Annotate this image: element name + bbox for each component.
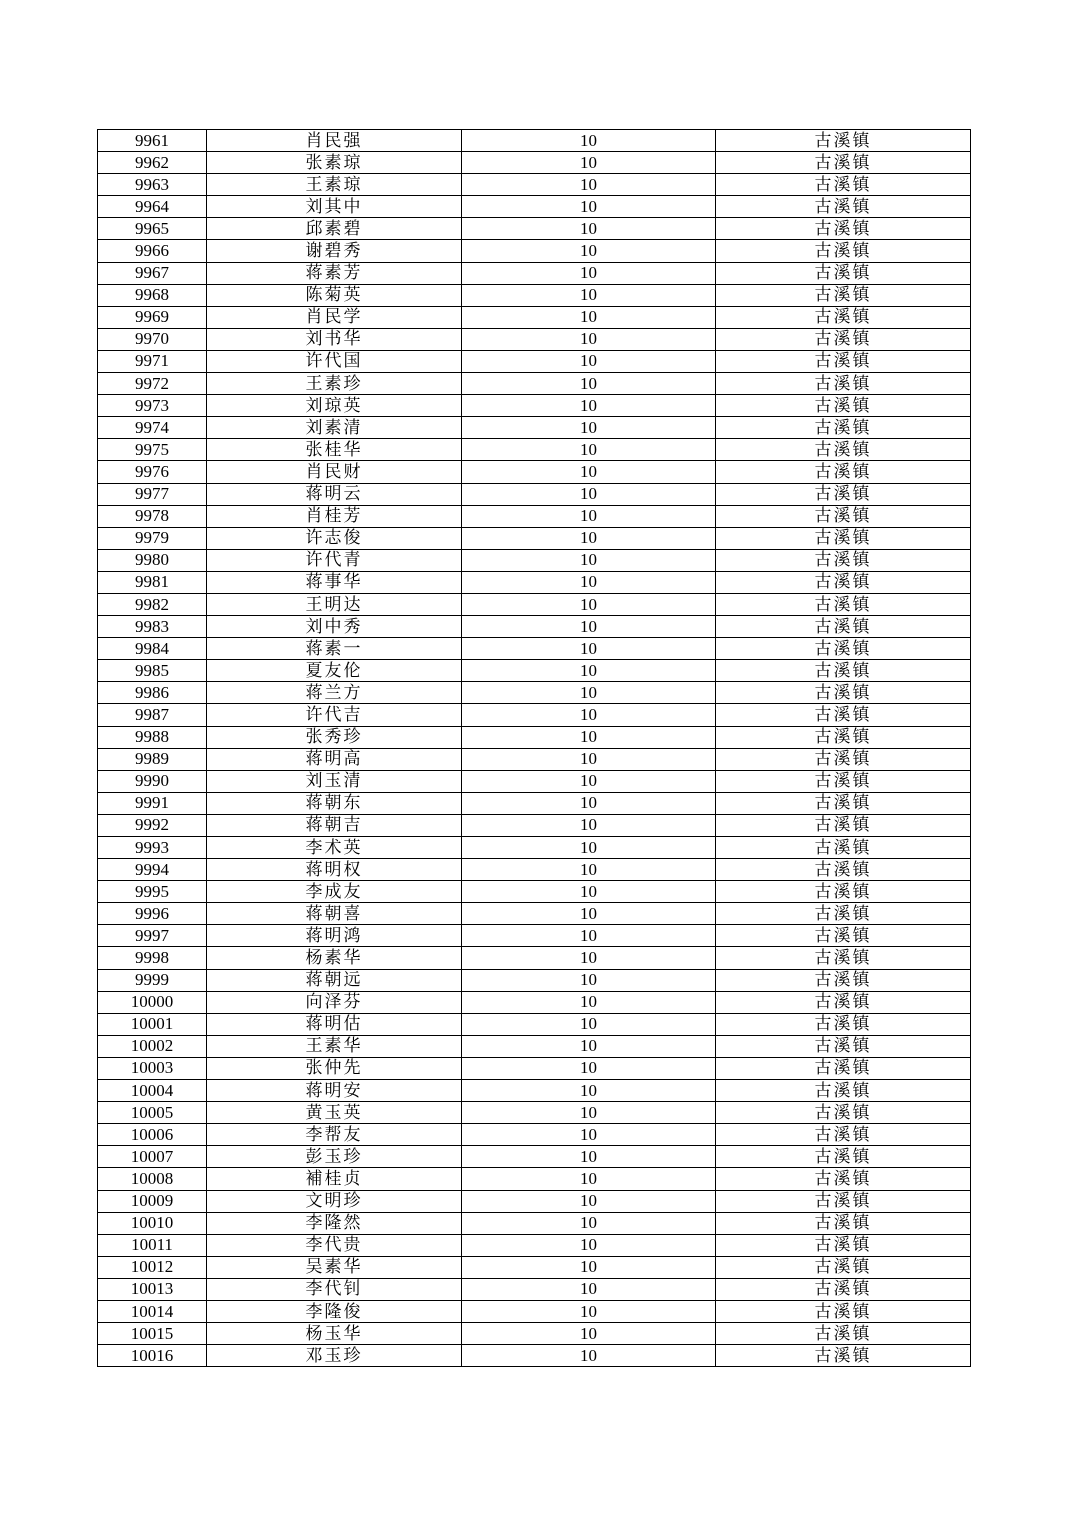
table-row bbox=[98, 726, 971, 748]
town-cell: 古溪镇 bbox=[716, 284, 971, 306]
town-cell: 古溪镇 bbox=[716, 350, 971, 372]
name-cell: 蒋朝喜 bbox=[207, 903, 462, 925]
amount-cell: 10 bbox=[462, 1168, 716, 1190]
name-cell: 刘其中 bbox=[207, 196, 462, 218]
amount-cell: 10 bbox=[462, 792, 716, 814]
amount-cell: 10 bbox=[462, 748, 716, 770]
amount-cell: 10 bbox=[462, 1256, 716, 1278]
table-row bbox=[98, 859, 971, 881]
name-cell: 黄玉英 bbox=[207, 1102, 462, 1124]
town-cell: 古溪镇 bbox=[716, 903, 971, 925]
row-number-cell: 9988 bbox=[98, 726, 207, 748]
table-row bbox=[98, 483, 971, 505]
name-cell: 肖桂芳 bbox=[207, 505, 462, 527]
amount-cell: 10 bbox=[462, 174, 716, 196]
name-cell: 许代吉 bbox=[207, 704, 462, 726]
amount-cell: 10 bbox=[462, 969, 716, 991]
town-cell: 古溪镇 bbox=[716, 704, 971, 726]
table-row bbox=[98, 461, 971, 483]
name-cell: 肖民学 bbox=[207, 306, 462, 328]
table-row bbox=[98, 837, 971, 859]
table-row bbox=[98, 130, 971, 152]
table-row bbox=[98, 328, 971, 350]
table-row bbox=[98, 1300, 971, 1322]
name-cell: 蒋朝远 bbox=[207, 969, 462, 991]
town-cell: 古溪镇 bbox=[716, 196, 971, 218]
amount-cell: 10 bbox=[462, 1234, 716, 1256]
town-cell: 古溪镇 bbox=[716, 174, 971, 196]
row-number-cell: 9984 bbox=[98, 638, 207, 660]
name-cell: 李隆然 bbox=[207, 1212, 462, 1234]
amount-cell: 10 bbox=[462, 1278, 716, 1300]
table-row bbox=[98, 1057, 971, 1079]
row-number-cell: 9998 bbox=[98, 947, 207, 969]
table-row bbox=[98, 748, 971, 770]
table-row bbox=[98, 638, 971, 660]
town-cell: 古溪镇 bbox=[716, 417, 971, 439]
row-number-cell: 9995 bbox=[98, 881, 207, 903]
table-row bbox=[98, 1323, 971, 1345]
amount-cell: 10 bbox=[462, 1212, 716, 1234]
town-cell: 古溪镇 bbox=[716, 991, 971, 1013]
name-cell: 张秀珍 bbox=[207, 726, 462, 748]
table-row bbox=[98, 1035, 971, 1057]
town-cell: 古溪镇 bbox=[716, 1234, 971, 1256]
table-row bbox=[98, 1345, 971, 1367]
town-cell: 古溪镇 bbox=[716, 328, 971, 350]
name-cell: 李隆俊 bbox=[207, 1300, 462, 1322]
amount-cell: 10 bbox=[462, 395, 716, 417]
table-row bbox=[98, 196, 971, 218]
name-cell: 张素琼 bbox=[207, 152, 462, 174]
amount-cell: 10 bbox=[462, 616, 716, 638]
town-cell: 古溪镇 bbox=[716, 571, 971, 593]
amount-cell: 10 bbox=[462, 571, 716, 593]
name-cell: 蒋明云 bbox=[207, 483, 462, 505]
amount-cell: 10 bbox=[462, 306, 716, 328]
row-number-cell: 9993 bbox=[98, 837, 207, 859]
row-number-cell: 10003 bbox=[98, 1057, 207, 1079]
town-cell: 古溪镇 bbox=[716, 461, 971, 483]
row-number-cell: 9991 bbox=[98, 792, 207, 814]
row-number-cell: 9982 bbox=[98, 593, 207, 615]
amount-cell: 10 bbox=[462, 947, 716, 969]
name-cell: 许代青 bbox=[207, 549, 462, 571]
table-row bbox=[98, 1234, 971, 1256]
table-row bbox=[98, 1168, 971, 1190]
name-cell: 谢碧秀 bbox=[207, 240, 462, 262]
table-row bbox=[98, 969, 971, 991]
table-row bbox=[98, 704, 971, 726]
town-cell: 古溪镇 bbox=[716, 439, 971, 461]
row-number-cell: 9964 bbox=[98, 196, 207, 218]
name-cell: 王素琼 bbox=[207, 174, 462, 196]
amount-cell: 10 bbox=[462, 130, 716, 152]
row-number-cell: 9992 bbox=[98, 814, 207, 836]
town-cell: 古溪镇 bbox=[716, 240, 971, 262]
row-number-cell: 10009 bbox=[98, 1190, 207, 1212]
table-row bbox=[98, 770, 971, 792]
name-cell: 蒋明鸿 bbox=[207, 925, 462, 947]
table-row bbox=[98, 373, 971, 395]
name-cell: 蒋明高 bbox=[207, 748, 462, 770]
table-row bbox=[98, 1080, 971, 1102]
row-number-cell: 9971 bbox=[98, 350, 207, 372]
row-number-cell: 9967 bbox=[98, 262, 207, 284]
name-cell: 彭玉珍 bbox=[207, 1146, 462, 1168]
town-cell: 古溪镇 bbox=[716, 1102, 971, 1124]
row-number-cell: 9975 bbox=[98, 439, 207, 461]
amount-cell: 10 bbox=[462, 417, 716, 439]
row-number-cell: 9978 bbox=[98, 505, 207, 527]
amount-cell: 10 bbox=[462, 859, 716, 881]
name-cell: 蒋朝吉 bbox=[207, 814, 462, 836]
town-cell: 古溪镇 bbox=[716, 660, 971, 682]
town-cell: 古溪镇 bbox=[716, 1323, 971, 1345]
amount-cell: 10 bbox=[462, 549, 716, 571]
name-cell: 邱素碧 bbox=[207, 218, 462, 240]
table-row bbox=[98, 1212, 971, 1234]
name-cell: 邓玉珍 bbox=[207, 1345, 462, 1367]
amount-cell: 10 bbox=[462, 991, 716, 1013]
town-cell: 古溪镇 bbox=[716, 616, 971, 638]
name-cell: 刘书华 bbox=[207, 328, 462, 350]
amount-cell: 10 bbox=[462, 1124, 716, 1146]
table-row bbox=[98, 1190, 971, 1212]
table-row bbox=[98, 1124, 971, 1146]
name-cell: 刘素清 bbox=[207, 417, 462, 439]
table-row bbox=[98, 240, 971, 262]
amount-cell: 10 bbox=[462, 262, 716, 284]
table-row bbox=[98, 903, 971, 925]
table-row bbox=[98, 1102, 971, 1124]
town-cell: 古溪镇 bbox=[716, 1035, 971, 1057]
row-number-cell: 9987 bbox=[98, 704, 207, 726]
town-cell: 古溪镇 bbox=[716, 306, 971, 328]
table-row bbox=[98, 616, 971, 638]
row-number-cell: 9999 bbox=[98, 969, 207, 991]
table-row bbox=[98, 306, 971, 328]
town-cell: 古溪镇 bbox=[716, 1146, 971, 1168]
table-row bbox=[98, 505, 971, 527]
name-cell: 向泽芬 bbox=[207, 991, 462, 1013]
table-row bbox=[98, 152, 971, 174]
town-cell: 古溪镇 bbox=[716, 748, 971, 770]
row-number-cell: 9994 bbox=[98, 859, 207, 881]
name-cell: 夏友伦 bbox=[207, 660, 462, 682]
row-number-cell: 9981 bbox=[98, 571, 207, 593]
table-row bbox=[98, 1146, 971, 1168]
table-row bbox=[98, 439, 971, 461]
town-cell: 古溪镇 bbox=[716, 925, 971, 947]
name-cell: 杨玉华 bbox=[207, 1323, 462, 1345]
table-row bbox=[98, 947, 971, 969]
name-cell: 吴素华 bbox=[207, 1256, 462, 1278]
amount-cell: 10 bbox=[462, 240, 716, 262]
town-cell: 古溪镇 bbox=[716, 1212, 971, 1234]
amount-cell: 10 bbox=[462, 925, 716, 947]
row-number-cell: 10010 bbox=[98, 1212, 207, 1234]
amount-cell: 10 bbox=[462, 1080, 716, 1102]
name-cell: 蒋朝东 bbox=[207, 792, 462, 814]
row-number-cell: 9965 bbox=[98, 218, 207, 240]
name-cell: 李成友 bbox=[207, 881, 462, 903]
row-number-cell: 10000 bbox=[98, 991, 207, 1013]
row-number-cell: 10015 bbox=[98, 1323, 207, 1345]
table-row bbox=[98, 925, 971, 947]
town-cell: 古溪镇 bbox=[716, 527, 971, 549]
row-number-cell: 9983 bbox=[98, 616, 207, 638]
town-cell: 古溪镇 bbox=[716, 152, 971, 174]
row-number-cell: 10005 bbox=[98, 1102, 207, 1124]
table-row bbox=[98, 571, 971, 593]
town-cell: 古溪镇 bbox=[716, 792, 971, 814]
town-cell: 古溪镇 bbox=[716, 638, 971, 660]
table-row bbox=[98, 593, 971, 615]
row-number-cell: 10011 bbox=[98, 1234, 207, 1256]
amount-cell: 10 bbox=[462, 1323, 716, 1345]
row-number-cell: 9963 bbox=[98, 174, 207, 196]
amount-cell: 10 bbox=[462, 682, 716, 704]
town-cell: 古溪镇 bbox=[716, 1345, 971, 1367]
town-cell: 古溪镇 bbox=[716, 1080, 971, 1102]
roster-table-body bbox=[98, 130, 971, 1367]
table-row bbox=[98, 1256, 971, 1278]
row-number-cell: 9996 bbox=[98, 903, 207, 925]
town-cell: 古溪镇 bbox=[716, 593, 971, 615]
row-number-cell: 9974 bbox=[98, 417, 207, 439]
amount-cell: 10 bbox=[462, 593, 716, 615]
row-number-cell: 10001 bbox=[98, 1013, 207, 1035]
amount-cell: 10 bbox=[462, 461, 716, 483]
row-number-cell: 9962 bbox=[98, 152, 207, 174]
town-cell: 古溪镇 bbox=[716, 218, 971, 240]
row-number-cell: 9979 bbox=[98, 527, 207, 549]
name-cell: 蒋素芳 bbox=[207, 262, 462, 284]
name-cell: 蒋素一 bbox=[207, 638, 462, 660]
row-number-cell: 10012 bbox=[98, 1256, 207, 1278]
table-row bbox=[98, 660, 971, 682]
row-number-cell: 10002 bbox=[98, 1035, 207, 1057]
roster-table bbox=[97, 129, 971, 1367]
row-number-cell: 9977 bbox=[98, 483, 207, 505]
table-row bbox=[98, 881, 971, 903]
name-cell: 肖民强 bbox=[207, 130, 462, 152]
name-cell: 刘琼英 bbox=[207, 395, 462, 417]
amount-cell: 10 bbox=[462, 1013, 716, 1035]
row-number-cell: 9968 bbox=[98, 284, 207, 306]
amount-cell: 10 bbox=[462, 284, 716, 306]
town-cell: 古溪镇 bbox=[716, 682, 971, 704]
amount-cell: 10 bbox=[462, 881, 716, 903]
name-cell: 李术英 bbox=[207, 837, 462, 859]
town-cell: 古溪镇 bbox=[716, 1013, 971, 1035]
name-cell: 蒋明权 bbox=[207, 859, 462, 881]
name-cell: 李帮友 bbox=[207, 1124, 462, 1146]
amount-cell: 10 bbox=[462, 1190, 716, 1212]
row-number-cell: 10013 bbox=[98, 1278, 207, 1300]
town-cell: 古溪镇 bbox=[716, 505, 971, 527]
table-row bbox=[98, 284, 971, 306]
row-number-cell: 10006 bbox=[98, 1124, 207, 1146]
table-row bbox=[98, 814, 971, 836]
table-row bbox=[98, 350, 971, 372]
row-number-cell: 9972 bbox=[98, 373, 207, 395]
row-number-cell: 10008 bbox=[98, 1168, 207, 1190]
amount-cell: 10 bbox=[462, 350, 716, 372]
town-cell: 古溪镇 bbox=[716, 483, 971, 505]
row-number-cell: 9997 bbox=[98, 925, 207, 947]
name-cell: 杨素华 bbox=[207, 947, 462, 969]
town-cell: 古溪镇 bbox=[716, 1168, 971, 1190]
amount-cell: 10 bbox=[462, 903, 716, 925]
name-cell: 李代贵 bbox=[207, 1234, 462, 1256]
town-cell: 古溪镇 bbox=[716, 1057, 971, 1079]
row-number-cell: 10004 bbox=[98, 1080, 207, 1102]
name-cell: 王明达 bbox=[207, 593, 462, 615]
town-cell: 古溪镇 bbox=[716, 373, 971, 395]
name-cell: 李代钊 bbox=[207, 1278, 462, 1300]
town-cell: 古溪镇 bbox=[716, 1300, 971, 1322]
table-row bbox=[98, 527, 971, 549]
town-cell: 古溪镇 bbox=[716, 814, 971, 836]
amount-cell: 10 bbox=[462, 373, 716, 395]
amount-cell: 10 bbox=[462, 837, 716, 859]
name-cell: 王素珍 bbox=[207, 373, 462, 395]
row-number-cell: 9986 bbox=[98, 682, 207, 704]
name-cell: 刘中秀 bbox=[207, 616, 462, 638]
amount-cell: 10 bbox=[462, 660, 716, 682]
amount-cell: 10 bbox=[462, 1345, 716, 1367]
town-cell: 古溪镇 bbox=[716, 726, 971, 748]
row-number-cell: 10016 bbox=[98, 1345, 207, 1367]
name-cell: 蒋明估 bbox=[207, 1013, 462, 1035]
amount-cell: 10 bbox=[462, 1146, 716, 1168]
town-cell: 古溪镇 bbox=[716, 1256, 971, 1278]
table-row bbox=[98, 1013, 971, 1035]
town-cell: 古溪镇 bbox=[716, 549, 971, 571]
town-cell: 古溪镇 bbox=[716, 770, 971, 792]
town-cell: 古溪镇 bbox=[716, 130, 971, 152]
name-cell: 補桂贞 bbox=[207, 1168, 462, 1190]
table-row bbox=[98, 792, 971, 814]
table-row bbox=[98, 991, 971, 1013]
amount-cell: 10 bbox=[462, 152, 716, 174]
table-row bbox=[98, 417, 971, 439]
name-cell: 许代国 bbox=[207, 350, 462, 372]
table-row bbox=[98, 174, 971, 196]
amount-cell: 10 bbox=[462, 1300, 716, 1322]
amount-cell: 10 bbox=[462, 505, 716, 527]
amount-cell: 10 bbox=[462, 527, 716, 549]
name-cell: 蒋兰方 bbox=[207, 682, 462, 704]
town-cell: 古溪镇 bbox=[716, 837, 971, 859]
town-cell: 古溪镇 bbox=[716, 947, 971, 969]
row-number-cell: 10014 bbox=[98, 1300, 207, 1322]
row-number-cell: 9985 bbox=[98, 660, 207, 682]
table-row bbox=[98, 682, 971, 704]
town-cell: 古溪镇 bbox=[716, 1124, 971, 1146]
town-cell: 古溪镇 bbox=[716, 881, 971, 903]
name-cell: 许志俊 bbox=[207, 527, 462, 549]
amount-cell: 10 bbox=[462, 704, 716, 726]
name-cell: 刘玉清 bbox=[207, 770, 462, 792]
town-cell: 古溪镇 bbox=[716, 262, 971, 284]
row-number-cell: 10007 bbox=[98, 1146, 207, 1168]
name-cell: 文明珍 bbox=[207, 1190, 462, 1212]
name-cell: 王素华 bbox=[207, 1035, 462, 1057]
row-number-cell: 9973 bbox=[98, 395, 207, 417]
amount-cell: 10 bbox=[462, 814, 716, 836]
amount-cell: 10 bbox=[462, 483, 716, 505]
row-number-cell: 9976 bbox=[98, 461, 207, 483]
table-row bbox=[98, 549, 971, 571]
town-cell: 古溪镇 bbox=[716, 969, 971, 991]
amount-cell: 10 bbox=[462, 726, 716, 748]
name-cell: 张桂华 bbox=[207, 439, 462, 461]
row-number-cell: 9989 bbox=[98, 748, 207, 770]
table-row bbox=[98, 262, 971, 284]
table-row bbox=[98, 395, 971, 417]
amount-cell: 10 bbox=[462, 218, 716, 240]
name-cell: 陈菊英 bbox=[207, 284, 462, 306]
name-cell: 蒋明安 bbox=[207, 1080, 462, 1102]
row-number-cell: 9969 bbox=[98, 306, 207, 328]
name-cell: 蒋事华 bbox=[207, 571, 462, 593]
amount-cell: 10 bbox=[462, 328, 716, 350]
town-cell: 古溪镇 bbox=[716, 859, 971, 881]
table-row bbox=[98, 1278, 971, 1300]
amount-cell: 10 bbox=[462, 1057, 716, 1079]
amount-cell: 10 bbox=[462, 770, 716, 792]
row-number-cell: 9990 bbox=[98, 770, 207, 792]
amount-cell: 10 bbox=[462, 196, 716, 218]
name-cell: 张仲先 bbox=[207, 1057, 462, 1079]
row-number-cell: 9966 bbox=[98, 240, 207, 262]
name-cell: 肖民财 bbox=[207, 461, 462, 483]
town-cell: 古溪镇 bbox=[716, 1278, 971, 1300]
row-number-cell: 9970 bbox=[98, 328, 207, 350]
row-number-cell: 9980 bbox=[98, 549, 207, 571]
town-cell: 古溪镇 bbox=[716, 395, 971, 417]
amount-cell: 10 bbox=[462, 638, 716, 660]
town-cell: 古溪镇 bbox=[716, 1190, 971, 1212]
amount-cell: 10 bbox=[462, 439, 716, 461]
row-number-cell: 9961 bbox=[98, 130, 207, 152]
table-row bbox=[98, 218, 971, 240]
amount-cell: 10 bbox=[462, 1035, 716, 1057]
amount-cell: 10 bbox=[462, 1102, 716, 1124]
